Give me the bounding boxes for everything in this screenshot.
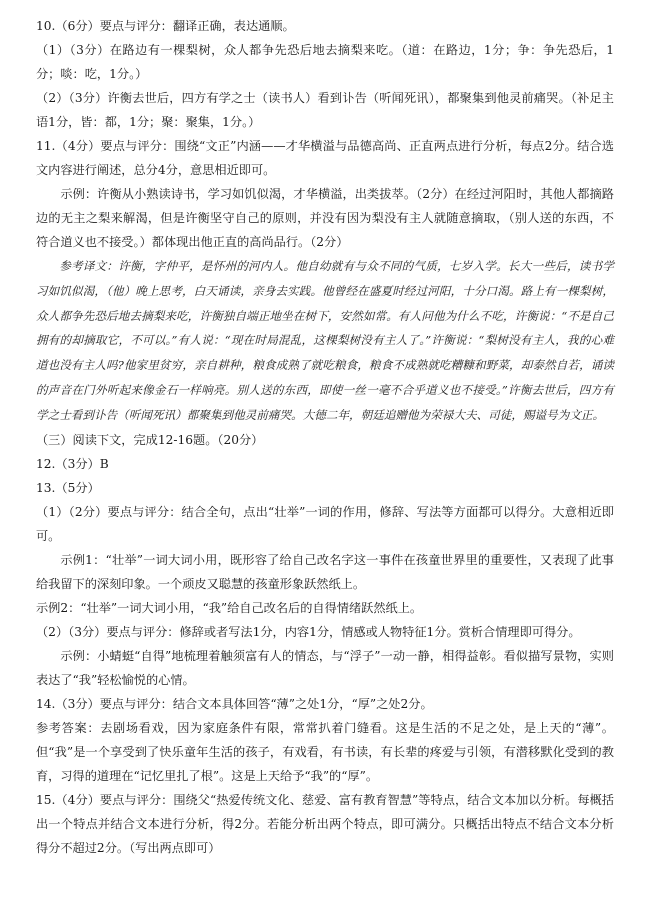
q13-item-1-example-1: 示例1：“壮举”一词大词小用，既形容了给自己改名字这一事件在孩童世界里的重要性，又表现了此事给我留下的深刻印象。一个顽皮又聪慧的孩童形象跃然纸上。 xyxy=(36,552,614,591)
q15-heading: 15.（4分）要点与评分：围绕父“热爱传统文化、慈爱、富有教育智慧”等特点，结合文本加以分析。每概括出一个特点并结合文本进行分析，得2分。若能分析出两个特点，即可满分。只概括出特点不结合文本分析得分不超过2分。（写出两点即可） xyxy=(36,792,614,855)
q10-item-1: （1）（3分）在路边有一棵梨树，众人都争先恐后地去摘梨来吃。（道：在路边，1分；争：争先恐后，1分；啖：吃，1分。） xyxy=(36,43,614,81)
section-3-heading: （三）阅读下文，完成12-16题。（20分） xyxy=(36,432,264,447)
q12-answer: 12.（3分）B xyxy=(36,456,109,471)
translation-text: 参考译文：许衡，字仲平，是怀州的河内人。他自幼就有与众不同的气质，七岁入学。长大一些后，读书学习如饥似渴，（他）晚上思考，白天诵读，亲身去实践。他曾经在盛夏时经过河阳，十分口渴。路上有一棵梨树，众人都争先恐后地去摘梨来吃，许衡独自端正地坐在树下，安然如常。有人问他为什么不吃，许衡说：“不是自己拥有的却摘取它，不可以。”有人说：“现在时局混乱，这棵梨树没有主人了。”许衡说：“梨树没有主人，我的心难道也没有主人吗?他家里贫穷，亲自耕种，粮食成熟了就吃粮食，粮食不成熟就吃糟糠和野菜，却泰然自若，诵读的声音在门外听起来像金石一样响亮。别人送的东西，即使一丝一毫不合乎道义也不接受。”许衡去世后，四方有学之士看到讣告（听闻死讯）都聚集到他灵前痛哭。大德二年，朝廷追赠他为荣禄大夫、司徒，赐谥号为文正。 xyxy=(36,259,615,422)
q13-heading: 13.（5分） xyxy=(36,480,100,495)
q13-item-1: （1）（2分）要点与评分：结合全句，点出“壮举”一词的作用，修辞、写法等方面都可以得分。大意相近即可。 xyxy=(36,504,614,543)
reference-translation xyxy=(36,254,614,428)
q13-item-1-example-2: 示例2：“壮举”一词大词小用，“我”给自己改名后的自得情绪跃然纸上。 xyxy=(36,600,423,615)
q11-heading: 11.（4分）要点与评分：围绕“文正”内涵——才华横溢与品德高尚、正直两点进行分析，每点2分。结合选文内容进行阐述，总分4分，意思相近即可。 xyxy=(36,139,614,177)
q11-example: 示例：许衡从小熟读诗书，学习如饥似渴，才华横溢，出类拔萃。（2分）在经过河阳时，其他人都摘路边的无主之梨来解渴，但是许衡坚守自己的原则，并没有因为梨没有主人就随意摘取，（别人送的东西，不符合道义也不接受。）都体现出他正直的高尚品行。（2分） xyxy=(36,187,614,249)
q10-heading: 10.（6分）要点与评分：翻译正确，表达通顺。 xyxy=(36,19,295,33)
q13-item-2-example: 示例：小蜻蜓“自得”地梳理着触须富有人的情态，与“浮子”一动一静，相得益彰。看似描写景物，实则表达了“我”轻松愉悦的心情。 xyxy=(36,648,614,687)
q14-heading: 14.（3分）要点与评分：结合文本具体回答“薄”之处1分，“厚”之处2分。 xyxy=(36,696,433,711)
q14-answer: 参考答案：去剧场看戏，因为家庭条件有限，常常扒着门缝看。这是生活的不足之处，是上天的“薄”。但“我”是一个享受到了快乐童年生活的孩子，有戏看，有书读，有长辈的疼爱与引领，有潜移默化受到的教育，习得的道理在“记忆里扎了根”。这是上天给予“我”的“厚”。 xyxy=(36,720,614,783)
q13-item-2: （2）（3分）要点与评分：修辞或者写法1分，内容1分，情感或人物特征1分。赏析合情理即可得分。 xyxy=(36,624,581,639)
q10-item-2: （2）（3分）许衡去世后，四方有学之士（读书人）看到讣告（听闻死讯），都聚集到他灵前痛哭。（补足主语1分，皆：都，1分；聚：聚集，1分。） xyxy=(36,91,614,129)
